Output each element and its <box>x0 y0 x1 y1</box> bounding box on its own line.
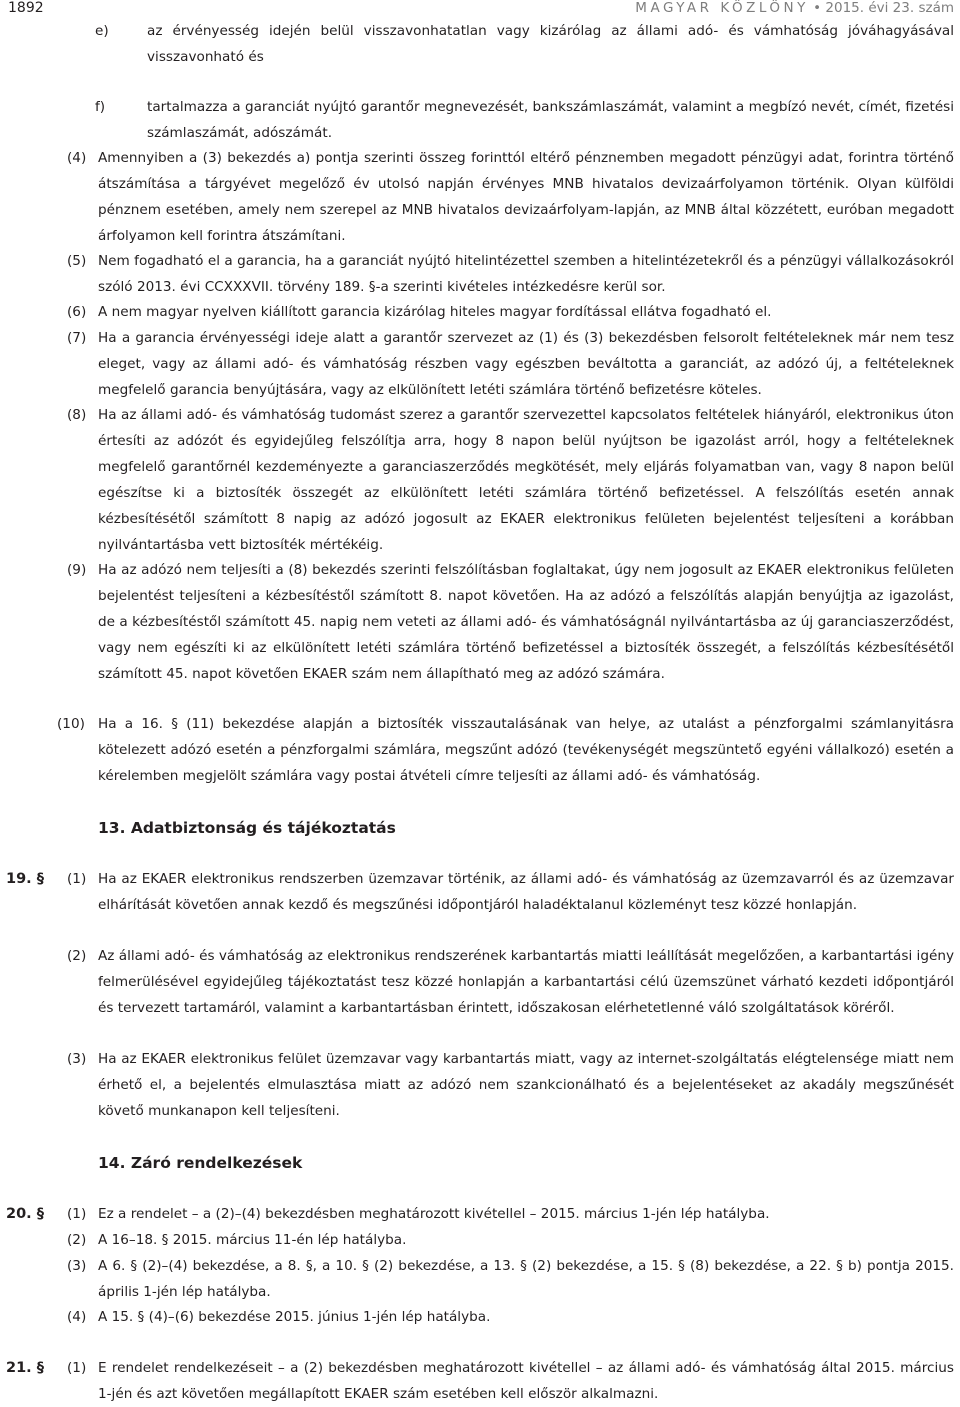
paragraph-number: (3) <box>67 1258 87 1274</box>
list-item <box>0 94 960 146</box>
paragraph-text: Nem fogadható el a garancia, ha a garanciát nyújtó hitelintézettel szemben a hitelintézetekről és a pénzügyi vállalkozásokról szóló 2013. évi CCXXXVII. törvény 189. §-a szerinti kivételes intézkedésre kerül sor. <box>98 253 954 295</box>
item-text: tartalmazza a garanciát nyújtó garantőr megnevezését, bankszámlaszámát, valamint a megbízó nevét, címét, fizetési számlaszámát, adószámát. <box>147 99 954 141</box>
paragraph-text: Ha az állami adó- és vámhatóság tudomást szerez a garantőr szervezettel kapcsolatos feltételek hiányáról, elektronikus úton értesíti az adózót és egyidejűleg felszólítja arra, hogy 8 napon belül nyújtson be igazolást arról, hogy a feltételeknek megfelelő garantőrnél kezdeményezte a garanciaszerződés megkötését, mely eljárás folyamatban van, vagy 8 napon belül egészítse ki a biztosíték összegét az elkülönített letéti számlára történő befizetéssel. A felszólítás esetén annak kézbesítésétől számított 8 napig az adózó jogosult az EKAER elektronikus felületen bejelentést teljesíteni a korábban nyilvántartásba vett biztosíték mértékéig. <box>98 407 954 553</box>
paragraph-number: (2) <box>67 948 87 964</box>
paragraph-number: (4) <box>67 150 87 166</box>
section-number: 21. § <box>6 1360 44 1376</box>
paragraph-text: Ez a rendelet – a (2)–(4) bekezdésben meghatározott kivétellel – 2015. március 1-jén lép hatályba. <box>98 1206 770 1222</box>
paragraph-number: (6) <box>67 304 87 320</box>
paragraph-number: (8) <box>67 407 87 423</box>
paragraph-text: A 6. § (2)–(4) bekezdése, a 8. §, a 10. § (2) bekezdése, a 13. § (2) bekezdése, a 15. § (8) bekezdése, a 22. § b) pontja 2015. április 1-jén lép hatályba. <box>98 1258 954 1300</box>
paragraph-text: Az állami adó- és vámhatóság az elektronikus rendszerének karbantartás miatti leállítását megelőzően, a karbantartási igény felmerülésével egyidejűleg tájékoztatást tesz közzé honlapján a karbantartási célú üzemszünet várható kezdeti időpontjáról és tervezett tartamáról, valamint a karbantartásban érintett, időszakosan elérhetetlenné váló szolgáltatások köréről. <box>98 948 954 1016</box>
paragraph-text: Ha az adózó nem teljesíti a (8) bekezdés szerinti felszólításban foglaltakat, úgy nem jogosult az EKAER elektronikus felületen bejelentést teljesíteni a kézbesítéstől számított 8. napot követően. Ha az adózó a felszólítás alapján benyújtja az igazolást, de a kézbesítéstől számított 45. napig nem veteti az állami adó- és vámhatóságnál nyilvántartásba az új garanciaszerződést, vagy nem egészíti ki az elkülönített letéti számlára történő befizetéssel a biztosíték összegét, a felszólítás kézbesítésétől számított 45. napot követően EKAER szám nem állapítható meg az adózó számára. <box>98 562 954 682</box>
paragraph-number: (2) <box>67 1232 87 1248</box>
paragraph-number: (1) <box>67 1360 87 1376</box>
item-number: f) <box>95 99 106 115</box>
section-heading: 13. Adatbiztonság és tájékoztatás <box>98 819 396 837</box>
issue-number: 2015. évi 23. szám <box>825 0 954 16</box>
paragraph-number: (10) <box>57 716 85 732</box>
publication-title: MAGYAR KÖZLÖNY <box>635 0 809 16</box>
paragraph-number: (4) <box>67 1309 87 1325</box>
paragraph-text: A nem magyar nyelven kiállított garancia kizárólag hiteles magyar fordítással ellátva fogadható el. <box>98 304 772 320</box>
section-number: 20. § <box>6 1206 44 1222</box>
page-number: 1892 <box>8 0 44 16</box>
list-item <box>0 18 960 70</box>
paragraph-number: (9) <box>67 562 87 578</box>
paragraph-text: A 15. § (4)–(6) bekezdése 2015. június 1-jén lép hatályba. <box>98 1309 491 1325</box>
paragraph-text: Amennyiben a (3) bekezdés a) pontja szerinti összeg forinttól eltérő pénznemben megadott pénzügyi adat, forintra történő átszámítása a tárgyévet megelőző év utolsó napján érvényes MNB hivatalos devizaárfolyamon történik. Olyan külföldi pénznem esetében, amely nem szerepel az MNB hivatalos devizaárfolyam-lapján, az MNB által közzétett, euróban megadott árfolyamon kell forintra átszámítani. <box>98 150 954 244</box>
paragraph-number: (1) <box>67 871 87 887</box>
paragraph-number: (5) <box>67 253 87 269</box>
paragraph-number: (3) <box>67 1051 87 1067</box>
paragraph-text: E rendelet rendelkezéseit – a (2) bekezdésben meghatározott kivétellel – az állami adó- és vámhatóság által 2015. március 1-jén és azt követően megállapított EKAER szám esetében kell először alkalmazni. <box>98 1360 954 1402</box>
section-number: 19. § <box>6 871 44 887</box>
paragraph-text: Ha a 16. § (11) bekezdése alapján a biztosíték visszautalásának van helye, az utalást a pénzforgalmi számlanyitásra kötelezett adózó esetén a pénzforgalmi számlára, megszűnt adózó (tevékenységét megszüntető egyéni vállalkozó) esetén a kérelemben megjelölt számlára vagy postai átvételi címre teljesíti az állami adó- és vámhatóság. <box>98 716 954 784</box>
paragraph-text: Ha az EKAER elektronikus rendszerben üzemzavar történik, az állami adó- és vámhatóság az üzemzavarról és az üzemzavar elhárítását követően annak kezdő és megszűnési időpontjáról haladéktalanul közleményt tesz közzé honlapján. <box>98 871 954 913</box>
paragraph-number: (7) <box>67 330 87 346</box>
paragraph-number: (1) <box>67 1206 87 1222</box>
item-number: e) <box>95 23 109 39</box>
paragraph-text: A 16–18. § 2015. március 11-én lép hatályba. <box>98 1232 407 1248</box>
item-text: az érvényesség idején belül visszavonhatatlan vagy kizárólag az állami adó- és vámhatóság jóváhagyásával visszavonható és <box>147 23 954 65</box>
header-bullet: • <box>813 0 822 16</box>
section-heading: 14. Záró rendelkezések <box>98 1154 303 1172</box>
paragraph-text: Ha a garancia érvényességi ideje alatt a garantőr szervezet az (1) és (3) bekezdésben felsorolt feltételeknek már nem tesz eleget, vagy az állami adó- és vámhatóság részben vagy egészben beváltotta a garanciát, az adózó új, a feltételeknek megfelelő garancia benyújtására, vagy az elkülönített letéti számlára történő befizetésre köteles. <box>98 330 954 398</box>
paragraph-text: Ha az EKAER elektronikus felület üzemzavar vagy karbantartás miatt, vagy az internet-szolgáltatás elégtelensége miatt nem érhető el, a bejelentés elmulasztása miatt az adózó nem szankcionálható és a bejelentéseket az akadály megszűnését követő munkanapon kell teljesíteni. <box>98 1051 954 1119</box>
running-header <box>635 0 954 16</box>
